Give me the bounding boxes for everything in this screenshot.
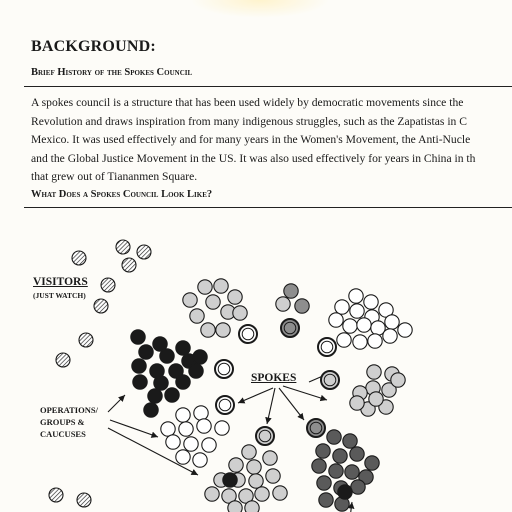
visitor-circle	[94, 299, 108, 313]
group-circle	[353, 335, 367, 349]
group-circle	[329, 313, 343, 327]
group-circle	[176, 408, 190, 422]
group-circle	[179, 422, 193, 436]
group-circle	[144, 403, 158, 417]
group-circle	[161, 422, 175, 436]
group-circle	[349, 289, 363, 303]
group-circle	[202, 438, 216, 452]
group-circle	[216, 323, 230, 337]
scan-smudge	[190, 0, 330, 18]
group-circle	[242, 445, 256, 459]
group-circle	[245, 501, 259, 512]
group-circle	[189, 364, 203, 378]
group-circle	[367, 365, 381, 379]
arrow	[108, 395, 125, 412]
operations-label-line: GROUPS &	[40, 417, 85, 427]
group-circle	[247, 460, 261, 474]
group-circle	[132, 359, 146, 373]
subheading-history: Brief History of the Spokes Council	[31, 67, 193, 78]
group-circle	[198, 280, 212, 294]
group-circle	[205, 487, 219, 501]
page-heading: BACKGROUND:	[31, 38, 156, 55]
group-circle	[214, 279, 228, 293]
group-circle	[139, 345, 153, 359]
group-circle	[295, 299, 309, 313]
arrow	[279, 388, 304, 420]
group-circle	[337, 333, 351, 347]
group-circle	[193, 453, 207, 467]
paragraph-line: and the Global Justice Movement in the US. It was also used effectively for years in China in th	[31, 151, 476, 165]
visitor-circle	[122, 258, 136, 272]
group-circle	[350, 396, 364, 410]
group-circle	[317, 476, 331, 490]
paragraph-line: Revolution and draws inspiration from many indigenous struggles, such as the Zapatistas in C	[31, 114, 467, 128]
group-circle	[154, 376, 168, 390]
group-circle	[190, 309, 204, 323]
circles-group	[49, 240, 412, 512]
visitors-note: (JUST WATCH)	[33, 291, 86, 300]
divider-bottom	[24, 207, 512, 208]
group-circle	[357, 318, 371, 332]
arrow	[283, 386, 327, 400]
subheading-look: What Does a Spokes Council Look Like?	[31, 189, 213, 200]
spokes-label: SPOKES	[251, 372, 297, 384]
group-circle	[176, 341, 190, 355]
group-circle	[223, 473, 237, 487]
arrow	[350, 502, 352, 512]
paragraph-line: A spokes council is a structure that has been used widely by democratic movements since the	[31, 96, 464, 109]
operations-label-line: CAUCUSES	[40, 429, 86, 439]
group-circle	[316, 444, 330, 458]
group-circle	[263, 451, 277, 465]
group-circle	[133, 375, 147, 389]
visitor-circle	[101, 278, 115, 292]
group-circle	[351, 480, 365, 494]
group-circle	[369, 392, 383, 406]
group-circle	[338, 485, 352, 499]
group-circle	[176, 450, 190, 464]
operations-label	[40, 404, 110, 440]
visitor-circle	[79, 333, 93, 347]
visitor-circle	[72, 251, 86, 265]
visitor-circle	[56, 353, 70, 367]
group-circle	[201, 323, 215, 337]
arrow	[110, 420, 158, 437]
group-circle	[391, 373, 405, 387]
paragraph-line: Mexico. It was used effectively and for many years in the Women's Movement, the Anti-Nucle	[31, 133, 471, 146]
group-circle	[206, 295, 220, 309]
group-circle	[228, 290, 242, 304]
group-circle	[273, 486, 287, 500]
group-circle	[266, 469, 280, 483]
group-circle	[312, 459, 326, 473]
group-circle	[165, 388, 179, 402]
divider-top	[24, 86, 512, 87]
visitor-circle	[137, 245, 151, 259]
group-circle	[160, 349, 174, 363]
group-circle	[350, 304, 364, 318]
visitor-circle	[77, 493, 91, 507]
group-circle	[176, 375, 190, 389]
group-circle	[335, 300, 349, 314]
group-circle	[166, 435, 180, 449]
group-circle	[368, 334, 382, 348]
group-circle	[345, 465, 359, 479]
group-circle	[183, 293, 197, 307]
group-circle	[319, 493, 333, 507]
arrow	[238, 388, 273, 403]
visitor-circle	[116, 240, 130, 254]
group-circle	[249, 474, 263, 488]
paragraph-line: that grew out of Tiananmen Square.	[31, 170, 198, 183]
group-circle	[193, 350, 207, 364]
group-circle	[383, 329, 397, 343]
group-circle	[343, 434, 357, 448]
group-circle	[131, 330, 145, 344]
group-circle	[333, 449, 347, 463]
group-circle	[327, 430, 341, 444]
visitor-circle	[49, 488, 63, 502]
group-circle	[365, 456, 379, 470]
group-circle	[350, 447, 364, 461]
group-circle	[284, 284, 298, 298]
arrow	[267, 388, 275, 424]
group-circle	[364, 295, 378, 309]
visitors-label: VISITORS	[33, 276, 88, 288]
group-circle	[228, 501, 242, 512]
group-circle	[229, 458, 243, 472]
group-circle	[215, 421, 229, 435]
group-circle	[184, 437, 198, 451]
group-circle	[233, 306, 247, 320]
group-circle	[276, 297, 290, 311]
group-circle	[343, 319, 357, 333]
operations-label-line: OPERATIONS/	[40, 405, 98, 415]
group-circle	[197, 419, 211, 433]
group-circle	[398, 323, 412, 337]
history-paragraph	[31, 94, 512, 187]
group-circle	[194, 406, 208, 420]
group-circle	[148, 389, 162, 403]
group-circle	[255, 487, 269, 501]
group-circle	[329, 464, 343, 478]
group-circle	[385, 315, 399, 329]
spokes-council-diagram	[0, 220, 512, 512]
